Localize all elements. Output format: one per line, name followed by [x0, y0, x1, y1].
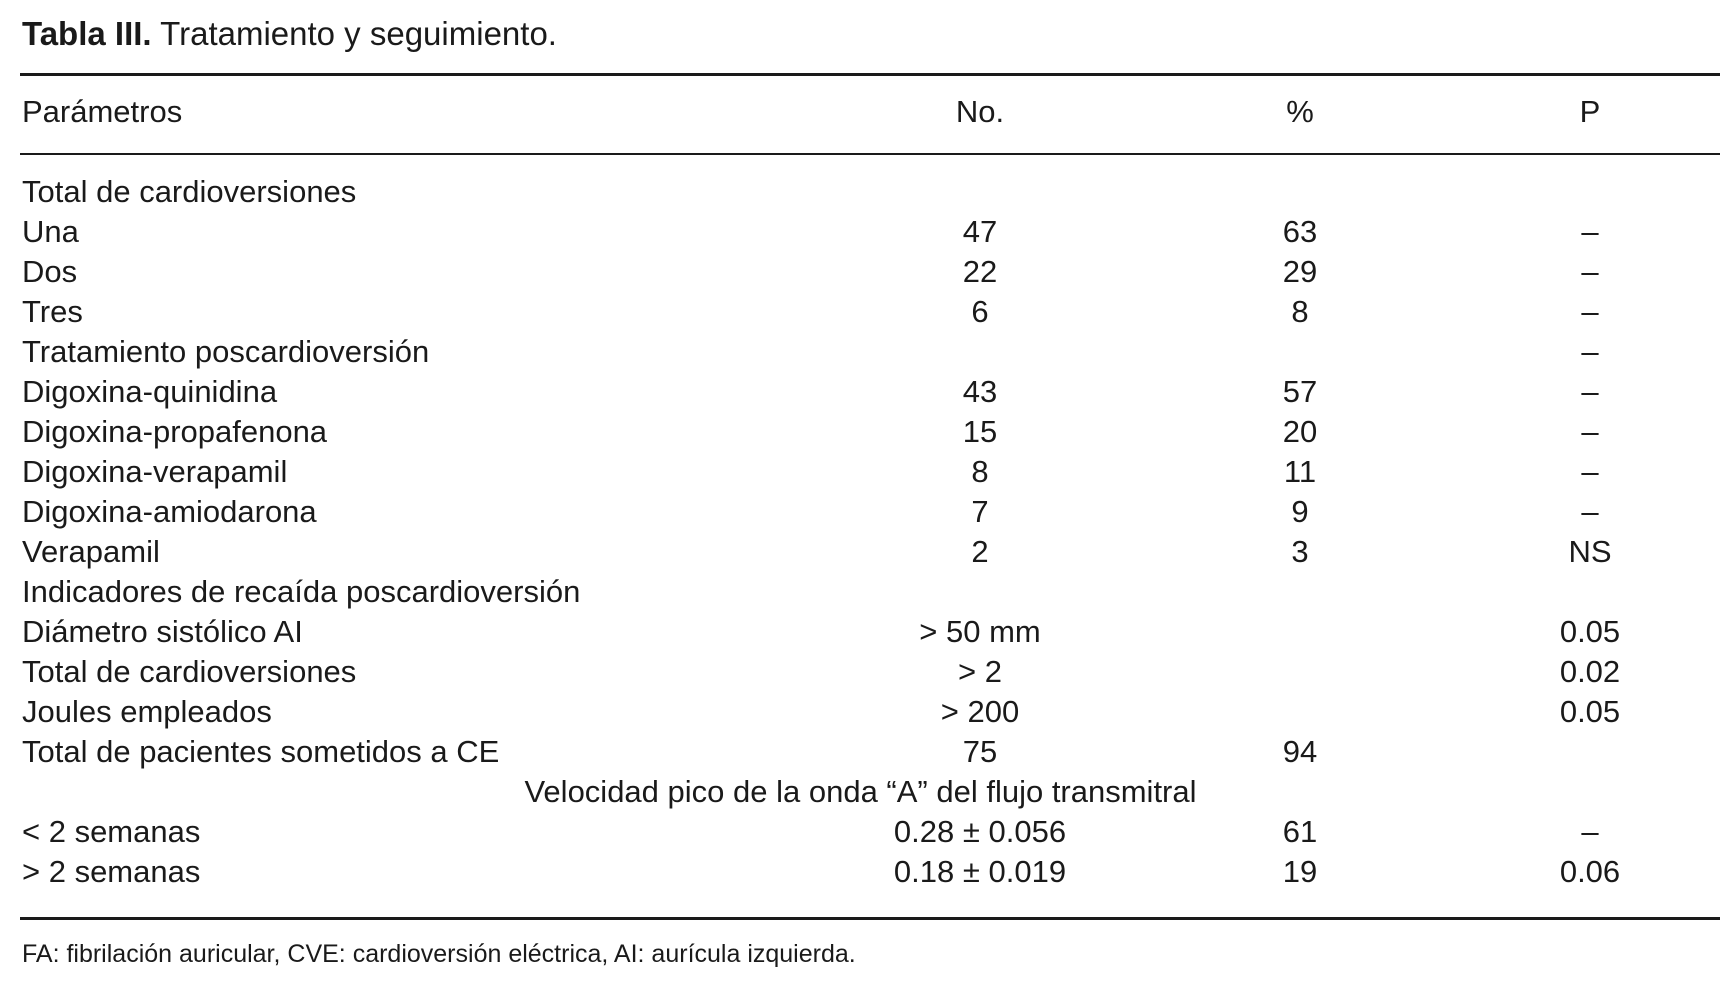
- header-pct: %: [1286, 94, 1314, 129]
- cell-pct: 20: [1282, 414, 1318, 449]
- cell-pct: 19: [1282, 854, 1318, 889]
- cell-param: Joules empleados: [22, 694, 272, 729]
- cell-p: –: [1581, 294, 1599, 329]
- cell-param: Dos: [22, 254, 78, 289]
- table-row: [0, 212, 1733, 252]
- table-top-rule: [20, 73, 1720, 76]
- cell-no: > 200: [940, 694, 1020, 729]
- cell-p: –: [1581, 254, 1599, 289]
- cell-p: 0.05: [1559, 614, 1621, 649]
- table-caption: [22, 14, 557, 54]
- table-row: [0, 492, 1733, 532]
- cell-no: 0.18 ± 0.019: [893, 854, 1067, 889]
- table-span-row: [0, 772, 1733, 812]
- cell-param: Digoxina-quinidina: [22, 374, 278, 409]
- cell-no: 7: [971, 494, 989, 529]
- table-caption-title: Tratamiento y seguimiento.: [160, 15, 557, 52]
- cell-pct: [1200, 612, 1400, 652]
- table-row: [0, 692, 1733, 732]
- cell-no: 2: [971, 534, 989, 569]
- cell-p: –: [1581, 454, 1599, 489]
- table-row: [0, 372, 1733, 412]
- span-cell: [0, 772, 1733, 812]
- cell-p: –: [1581, 494, 1599, 529]
- cell-pct: 29: [1282, 254, 1318, 289]
- cell-param: Digoxina-verapamil: [22, 454, 288, 489]
- cell-pct: 9: [1291, 494, 1309, 529]
- table-row: [0, 172, 1733, 212]
- cell-param: Tres: [22, 294, 83, 329]
- cell-pct: [1200, 572, 1400, 612]
- cell-p: –: [1581, 414, 1599, 449]
- cell-param: Digoxina-amiodarona: [22, 494, 317, 529]
- header-param: Parámetros: [22, 94, 183, 129]
- cell-param: Tratamiento poscardioversión: [22, 334, 430, 369]
- table-header-rule: [20, 153, 1720, 155]
- cell-no: 8: [971, 454, 989, 489]
- table-bottom-rule: [20, 917, 1720, 920]
- cell-pct: 57: [1282, 374, 1318, 409]
- cell-p: –: [1581, 334, 1599, 369]
- table-row: [0, 292, 1733, 332]
- table-row: [0, 572, 1733, 612]
- table-header-row: [0, 92, 1733, 132]
- table-row: [0, 732, 1733, 772]
- cell-pct: 3: [1291, 534, 1309, 569]
- cell-no: > 2: [958, 654, 1002, 689]
- table-row: [0, 852, 1733, 892]
- table-row: [0, 412, 1733, 452]
- cell-p: [1490, 732, 1690, 772]
- cell-pct: 94: [1282, 734, 1318, 769]
- cell-pct: 61: [1282, 814, 1318, 849]
- cell-param: Indicadores de recaída poscardioversión: [22, 574, 581, 609]
- table-row: [0, 812, 1733, 852]
- cell-pct: 8: [1291, 294, 1309, 329]
- cell-no: 15: [962, 414, 998, 449]
- cell-p: –: [1581, 214, 1599, 249]
- cell-no: 0.28 ± 0.056: [893, 814, 1067, 849]
- header-p: P: [1579, 94, 1601, 129]
- table-footnote: FA: fibrilación auricular, CVE: cardioversión eléctrica, AI: aurícula izquierda.: [22, 940, 856, 968]
- table-row: [0, 532, 1733, 572]
- cell-p: NS: [1568, 534, 1612, 569]
- table-row: [0, 452, 1733, 492]
- table-row: [0, 332, 1733, 372]
- cell-no: [880, 172, 1080, 212]
- cell-p: –: [1581, 814, 1599, 849]
- cell-no: [880, 332, 1080, 372]
- cell-p: [1490, 572, 1690, 612]
- cell-pct: [1200, 332, 1400, 372]
- cell-pct: 11: [1283, 454, 1317, 489]
- table-caption-label: Tabla III.: [22, 15, 152, 52]
- cell-pct: [1200, 652, 1400, 692]
- header-no: No.: [955, 94, 1005, 129]
- cell-no: 22: [962, 254, 998, 289]
- table-row: [0, 612, 1733, 652]
- cell-param: Una: [22, 214, 79, 249]
- cell-param: Digoxina-propafenona: [22, 414, 328, 449]
- cell-param: Diámetro sistólico AI: [22, 614, 303, 649]
- cell-param: Verapamil: [22, 534, 160, 569]
- cell-param: Total de cardioversiones: [22, 654, 357, 689]
- cell-p: –: [1581, 374, 1599, 409]
- cell-param: > 2 semanas: [22, 854, 201, 889]
- cell-no: 47: [962, 214, 998, 249]
- cell-p: 0.06: [1559, 854, 1621, 889]
- cell-p: 0.05: [1559, 694, 1621, 729]
- cell-no: 43: [962, 374, 998, 409]
- span-cell-text: Velocidad pico de la onda “A” del flujo transmitral: [524, 774, 1197, 809]
- cell-no: 6: [971, 294, 989, 329]
- cell-pct: [1200, 692, 1400, 732]
- cell-pct: [1200, 172, 1400, 212]
- cell-no: [880, 572, 1080, 612]
- cell-param: Total de cardioversiones: [22, 174, 357, 209]
- cell-p: [1490, 172, 1690, 212]
- table-row: [0, 252, 1733, 292]
- cell-p: 0.02: [1559, 654, 1621, 689]
- cell-param: Total de pacientes sometidos a CE: [22, 734, 500, 769]
- table-row: [0, 652, 1733, 692]
- cell-param: < 2 semanas: [22, 814, 201, 849]
- cell-no: > 50 mm: [919, 614, 1041, 649]
- cell-no: 75: [962, 734, 998, 769]
- cell-pct: 63: [1282, 214, 1318, 249]
